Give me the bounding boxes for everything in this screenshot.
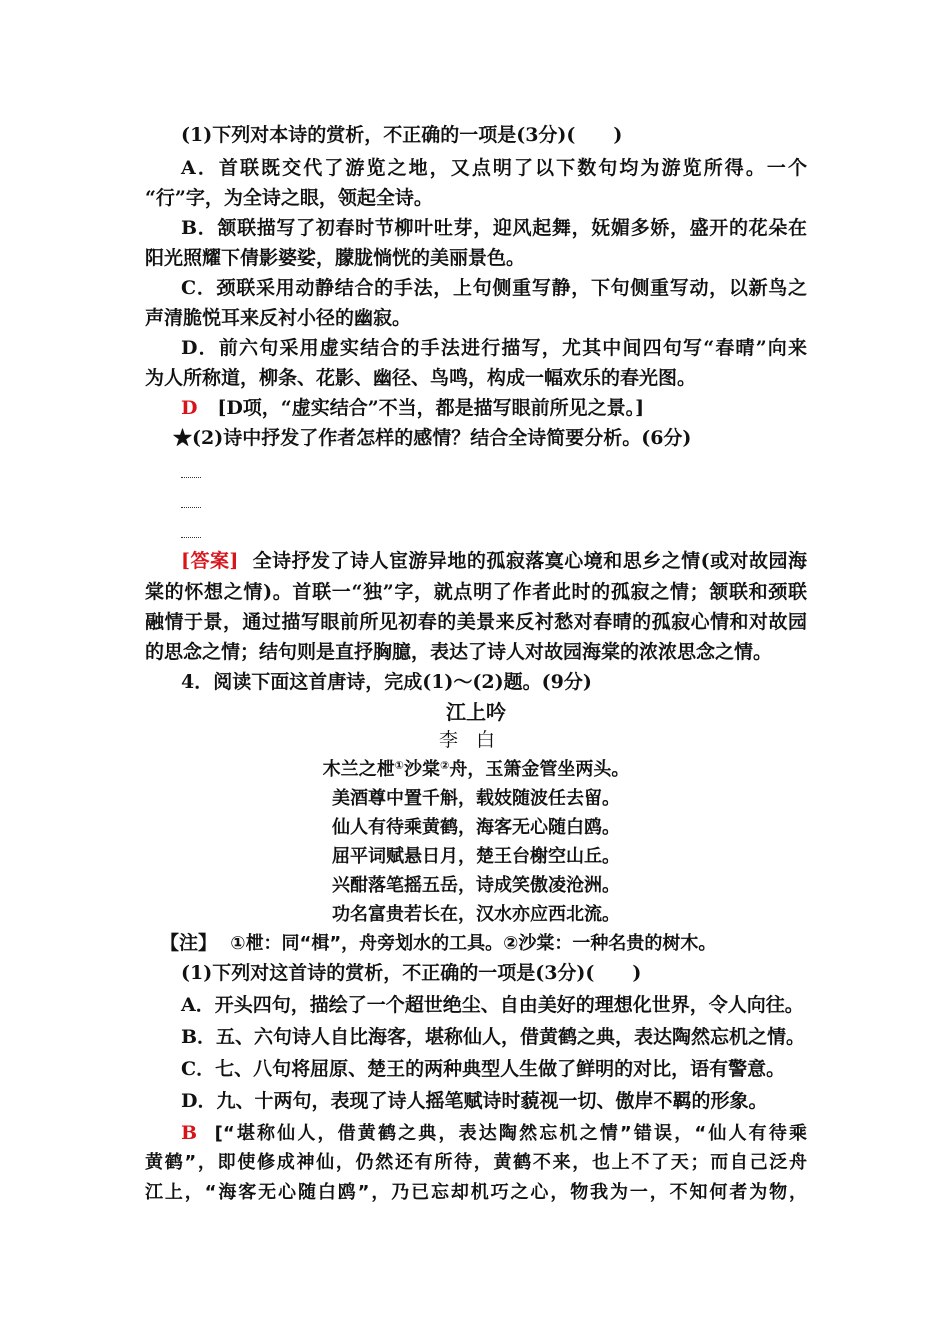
q4-sub1-stem: (1)下列对这首诗的赏析，不正确的一项是(3分)( ) (181, 962, 642, 984)
q3-sub2-answer-line4: 的思念之情；结句则是直抒胸臆，表达了诗人对故园海棠的浓浓思念之情。 (145, 641, 773, 663)
poem-line-1-part2: 沙棠 (404, 759, 440, 780)
q4-intro: 4．阅读下面这首唐诗，完成(1)～(2)题。(9分) (181, 671, 592, 693)
answer-text: 全诗抒发了诗人宦游异地的孤寂落寞心境和思乡之情(或对故园海 (252, 550, 807, 572)
poem-line-6: 功名富贵若长在，汉水亦应西北流。 (332, 904, 620, 925)
q3-sub2-answer-line1 (181, 546, 807, 576)
poem-line-2: 美酒尊中置千斛，载妓随波任去留。 (332, 788, 620, 809)
q3-option-c-line1: C．颈联采用动静结合的手法，上句侧重写静，下句侧重写动，以新鸟之 (181, 277, 807, 299)
q3-option-a-line2: “行”字，为全诗之眼，领起全诗。 (145, 187, 433, 209)
q4-option-a: A．开头四句，描绘了一个超世绝尘、自由美好的理想化世界，令人向往。 (181, 994, 804, 1016)
q3-sub2-answer-line2: 棠的怀想之情)。首联一“独”字，就点明了作者此时的孤寂之情；颔联和颈联 (145, 581, 807, 603)
poem-line-1-part1: 木兰之枻 (322, 759, 395, 780)
answer-explanation: [D项，“虚实结合”不当，都是描写眼前所见之景。] (217, 397, 645, 419)
note-tag: 【注】 (160, 932, 218, 954)
answer-letter: D (181, 397, 198, 419)
poem-author: 李白 (438, 729, 513, 751)
answer-blank-line (181, 507, 201, 509)
answer-blank-line (181, 537, 201, 539)
q4-option-b: B．五、六句诗人自比海客，堪称仙人，借黄鹤之典，表达陶然忘机之情。 (181, 1026, 806, 1048)
q4-sub1-answer-line3: 江上，“海客无心随白鸥”，乃已忘却机巧之心，物我为一，不知何者为物， (145, 1182, 807, 1203)
q4-sub1-answer-line2: 黄鹤”，即使修成神仙，仍然还有所待，黄鹤不来，也上不了天；而自己泛舟 (145, 1152, 807, 1173)
q4-option-d: D．九、十两句，表现了诗人摇笔赋诗时藐视一切、傲岸不羁的形象。 (181, 1090, 768, 1112)
q3-sub1-stem: (1)下列对本诗的赏析，不正确的一项是(3分)( ) (181, 124, 623, 146)
poem-title: 江上吟 (446, 700, 506, 724)
note-text: ①枻：同“楫”，舟旁划水的工具。②沙棠：一种名贵的树木。 (230, 933, 717, 954)
footnote-marker-2: ② (440, 759, 450, 772)
poem-line-5: 兴酣落笔摇五岳，诗成笑傲凌沧洲。 (332, 875, 620, 896)
q3-sub2-stem: ★(2)诗中抒发了作者怎样的感情？结合全诗简要分析。(6分) (173, 427, 692, 449)
q3-sub1-answer (181, 393, 807, 423)
answer-tag: [答案] (181, 550, 239, 572)
q3-option-d-line2: 为人所称道，柳条、花影、幽径、鸟鸣，构成一幅欢乐的春光图。 (145, 367, 697, 389)
poem-note (160, 928, 822, 959)
q3-option-d-line1: D．前六句采用虚实结合的手法进行描写，尤其中间四句写“春晴”向来 (181, 337, 807, 359)
q3-option-a-line1: A．首联既交代了游览之地，又点明了以下数句均为游览所得。一个 (181, 157, 807, 179)
q3-option-b-line2: 阳光照耀下倩影婆娑，朦胧惝恍的美丽景色。 (145, 247, 526, 269)
answer-explanation: [“堪称仙人，借黄鹤之典，表达陶然忘机之情”错误，“仙人有待乘 (214, 1123, 808, 1144)
q4-option-c: C．七、八句将屈原、楚王的两种典型人生做了鲜明的对比，语有警意。 (181, 1058, 786, 1080)
footnote-marker-1: ① (394, 759, 404, 772)
q4-sub1-answer-line1 (181, 1118, 807, 1149)
poem-line-1 (145, 755, 807, 784)
answer-letter: B (181, 1122, 198, 1144)
q3-option-b-line1: B．颔联描写了初春时节柳叶吐芽，迎风起舞，妩媚多娇，盛开的花朵在 (181, 217, 807, 239)
poem-line-1-part3: 舟，玉箫金管坐两头。 (449, 759, 630, 780)
poem-line-3: 仙人有待乘黄鹤，海客无心随白鸥。 (332, 817, 620, 838)
poem-line-4: 屈平词赋悬日月，楚王台榭空山丘。 (332, 846, 620, 867)
answer-blank-line (181, 477, 201, 479)
q3-sub2-answer-line3: 融情于景，通过描写眼前所见初春的美景来反衬愁对春晴的孤寂心情和对故园 (145, 611, 807, 633)
q3-option-c-line2: 声清脆悦耳来反衬小径的幽寂。 (145, 307, 412, 329)
